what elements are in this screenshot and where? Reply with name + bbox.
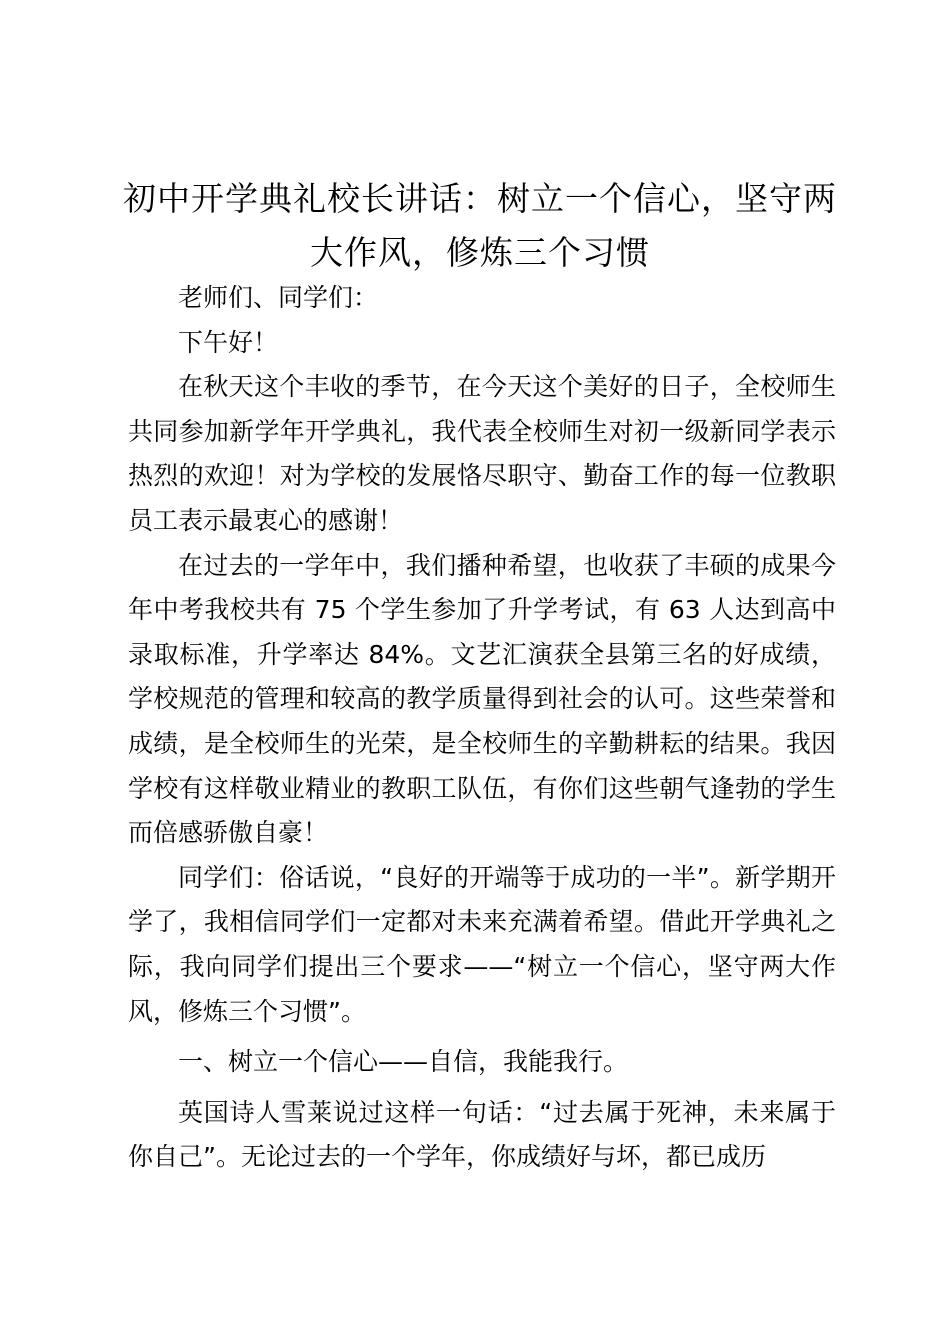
paragraph-greeting: 老师们、同学们： [178,283,379,312]
document-body [128,276,836,1180]
paragraph-welcome: 在秋天这个丰收的季节，在今天这个美好的日子，全校师生共同参加新学年开学典礼，我代表全校师生对初一级新同学表示热烈的欢迎！对为学校的发展恪尽职守、勤奋工作的每一位教职员工表示最衷心的感谢！ [128,372,836,535]
paragraph-good-afternoon: 下午好！ [178,327,279,357]
paragraph-shelley-quote: 英国诗人雪莱说过这样一句话：“过去属于死神，未来属于你自己”。无论过去的一个学年，你成绩好与坏，都已成历 [128,1097,836,1172]
section-heading-confidence: 一、树立一个信心——自信，我能我行。 [178,1047,629,1077]
paragraph-achievements: 在过去的一学年中，我们播种希望，也收获了丰硕的成果今年中考我校共有 75 个学生参加了升学考试，有 63 人达到高中录取标准，升学率达 84%。文艺汇演获全县第三名的好成绩，学校规范的管理和较高的教学质量得到社会的认可。这些荣誉和成绩，是全校师生的光荣，是全校师生的辛勤耕耘的结果。我因学校有这样敬业精业的教职工队伍，有你们这些朝气逢勃的学生而倍感骄傲自豪！ [128,550,836,848]
document-title: 初中开学典礼校长讲话：树立一个信心，坚守两大作风，修炼三个习惯 [123,179,837,272]
paragraph-three-requirements: 同学们：俗话说，“良好的开端等于成功的一半”。新学期开学了，我相信同学们一定都对未来充满着希望。借此开学典礼之际，我向同学们提出三个要求——“树立一个信心，坚守两大作风，修炼三个习惯”。 [128,862,836,1026]
